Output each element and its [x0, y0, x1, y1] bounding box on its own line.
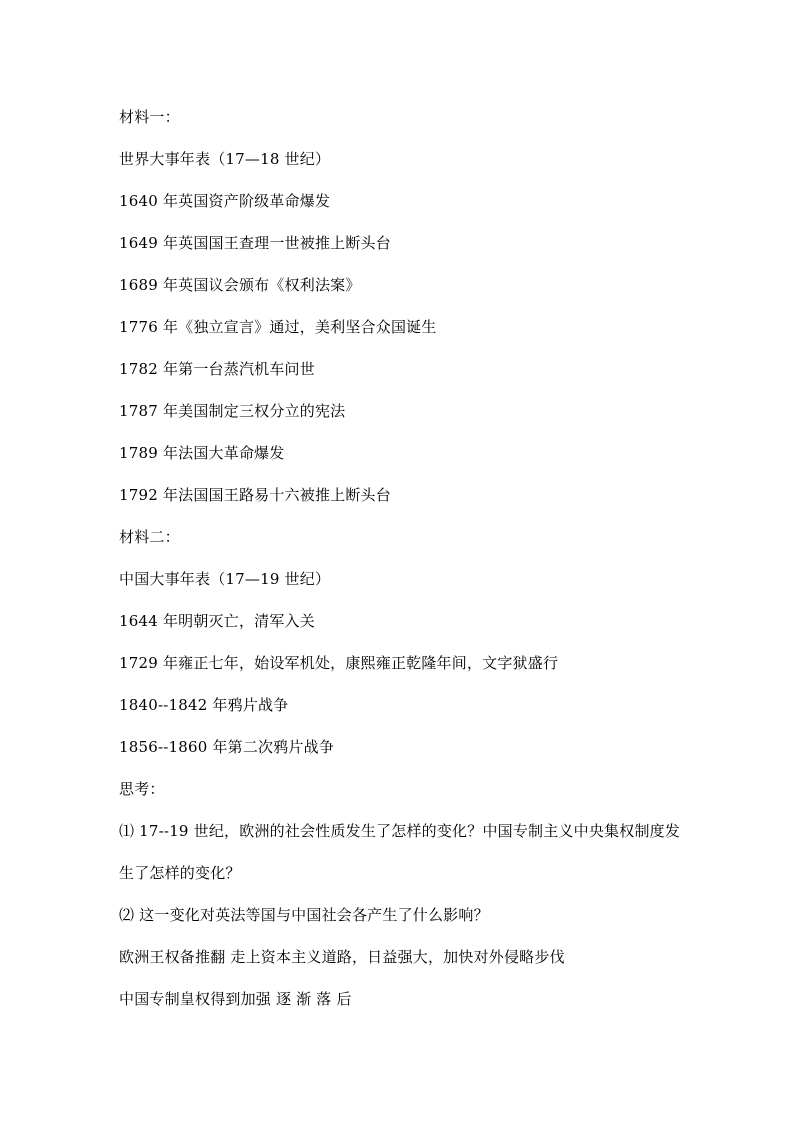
china-event-item: 1644 年明朝灭亡，清军入关	[119, 612, 315, 630]
question-1-line-2: 生了怎样的变化？	[119, 864, 241, 882]
china-event-item: 1840--1842 年鸦片战争	[119, 696, 289, 714]
world-event-item: 1787 年美国制定三权分立的宪法	[119, 402, 346, 420]
material2-heading: 材料二：	[119, 528, 180, 546]
world-event-item: 1776 年《独立宣言》通过，美利坚合众国诞生	[119, 318, 437, 336]
think-heading: 思考：	[119, 780, 165, 798]
china-event-item: 1729 年雍正七年，始设军机处，康熙雍正乾隆年间，文字狱盛行	[119, 654, 559, 672]
china-event-item: 1856--1860 年第二次鸦片战争	[119, 738, 335, 756]
china-table-title: 中国大事年表（17—19 世纪）	[119, 570, 331, 588]
material1-heading: 材料一：	[119, 108, 180, 126]
world-event-item: 1792 年法国国王路易十六被推上断头台	[119, 486, 391, 504]
answer-1: 欧洲王权备推翻 走上资本主义道路，日益强大，加快对外侵略步伐	[119, 948, 565, 966]
question-1-line-1: ⑴ 17--19 世纪，欧洲的社会性质发生了怎样的变化？中国专制主义中央集权制度发	[119, 822, 681, 840]
world-event-item: 1649 年英国国王查理一世被推上断头台	[119, 234, 391, 252]
world-event-item: 1789 年法国大革命爆发	[119, 444, 285, 462]
world-event-item: 1640 年英国资产阶级革命爆发	[119, 192, 331, 210]
world-table-title: 世界大事年表（17—18 世纪）	[119, 150, 331, 168]
answer-2: 中国专制皇权得到加强 逐 渐 落 后	[119, 990, 352, 1008]
world-event-item: 1782 年第一台蒸汽机车问世	[119, 360, 315, 378]
world-event-item: 1689 年英国议会颁布《权利法案》	[119, 276, 361, 294]
question-2: ⑵ 这一变化对英法等国与中国社会各产生了什么影响？	[119, 906, 489, 924]
